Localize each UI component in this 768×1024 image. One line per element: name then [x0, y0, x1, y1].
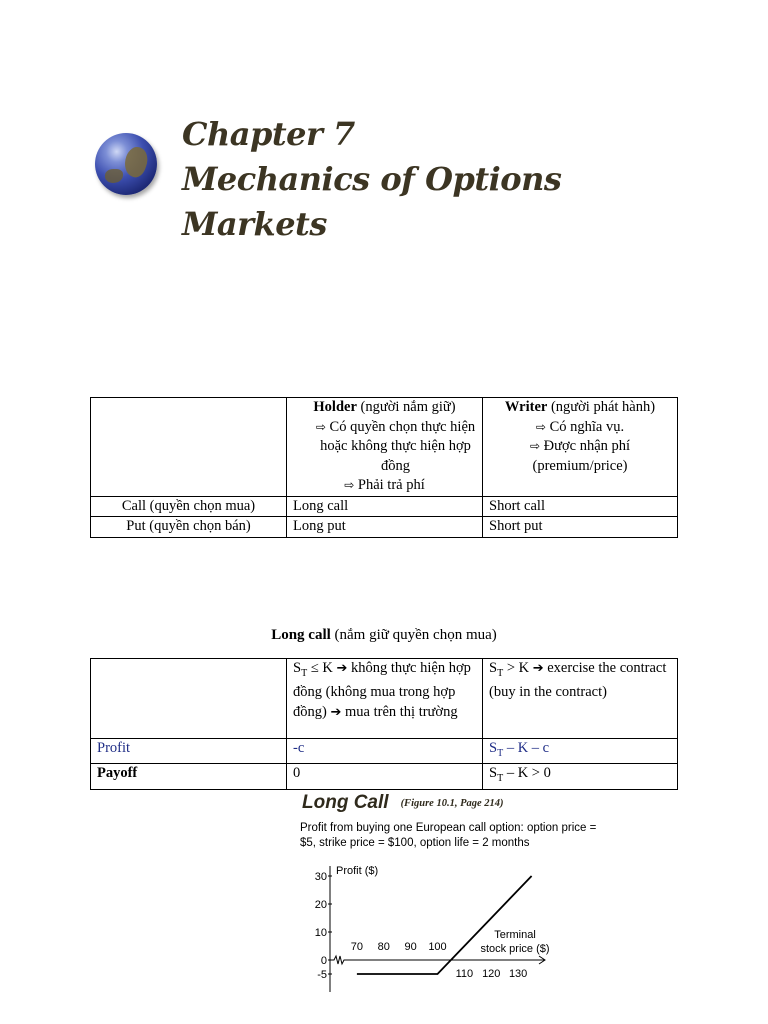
payoff-not-exercise: 0 — [287, 764, 483, 789]
writer-header-cell: Writer (người phát hành) ⇨ Có nghĩa vụ. ⇨ Được nhận phí (premium/price) — [483, 398, 678, 497]
y-tick-label: 20 — [314, 899, 327, 911]
table-cell: Short put — [483, 517, 678, 538]
table-cell: Long call — [287, 496, 483, 517]
profit-line — [357, 876, 532, 974]
long-call-table — [90, 658, 678, 790]
holder-bullet-2: Phải trả phí — [357, 477, 425, 493]
figure-description: Profit from buying one European call option: option price = $5, strike price = $100, option life = 2 months — [300, 822, 597, 849]
x-tick-label: 90 — [404, 941, 417, 953]
title-line-2: Mechanics of Options — [182, 160, 562, 198]
table-cell: Long put — [287, 517, 483, 538]
exercise-header: $S_T > K$ ➔ exercise the contract (buy in the contract) — [483, 659, 678, 739]
long-call-caption: Long call (nắm giữ quyền chọn mua) — [271, 627, 497, 643]
x-axis — [330, 956, 545, 964]
arrow-icon: ➔ — [330, 704, 342, 720]
long-call-chart — [290, 862, 560, 997]
x-axis-label: stock price ($) — [480, 943, 550, 955]
globe-icon — [95, 133, 157, 195]
payoff-exercise: $S_T - K > 0$ — [483, 764, 678, 789]
not-exercise-header: $S_T \le K$ ➔ không thực hiện hợp đồng (không mua trong hợp đồng) ➔ mua trên thị trường — [287, 659, 483, 739]
y-tick-label: 0 — [320, 955, 327, 967]
figure-reference: (Figure 10.1, Page 214) — [400, 798, 504, 809]
figure-title: Long Call (Figure 10.1, Page 214) — [302, 792, 504, 813]
arrow-icon: ➔ — [532, 661, 544, 676]
arrow-icon: ➔ — [336, 661, 348, 676]
chapter-title — [182, 112, 561, 247]
x-tick-label: 100 — [428, 941, 447, 953]
writer-label: Writer — [504, 399, 548, 415]
arrow-right-icon: ⇨ — [535, 419, 546, 434]
title-line-3: Markets — [182, 205, 327, 243]
profit-exercise: $S_T$ – K – c — [483, 739, 678, 764]
x-tick-label: 120 — [482, 968, 501, 980]
writer-bullet-1: Có nghĩa vụ. — [549, 418, 625, 435]
y-tick-label: -5 — [317, 969, 327, 981]
table-row-label: Call (quyền chọn mua) — [91, 496, 287, 517]
title-line-1: Chapter 7 — [182, 115, 355, 153]
x-axis-label: Terminal — [494, 929, 536, 941]
arrow-right-icon: ⇨ — [315, 419, 326, 434]
arrow-right-icon: ⇨ — [344, 478, 355, 492]
holder-header-cell: Holder (người nắm giữ) ⇨ Có quyền chọn thực hiện hoặc không thực hiện hợp đồng ⇨ Phải trả phí — [287, 398, 483, 497]
writer-bullet-2: Được nhận phí (premium/price) — [532, 438, 631, 474]
holder-writer-table — [90, 397, 678, 538]
holder-label: Holder — [313, 399, 357, 415]
y-axis-label: Profit ($) — [336, 865, 379, 877]
x-tick-label: 80 — [377, 941, 390, 953]
x-tick-label: 110 — [455, 968, 474, 980]
x-tick-label: 70 — [350, 941, 363, 953]
table-row-label: Put (quyền chọn bán) — [91, 517, 287, 538]
y-tick-label: 30 — [314, 871, 327, 883]
holder-bullet-1: Có quyền chọn thực hiện hoặc không thực hiện hợp đồng — [320, 418, 476, 474]
x-tick-label: 130 — [508, 968, 528, 980]
profit-not-exercise: -c — [287, 739, 483, 764]
payoff-label: Payoff — [91, 764, 287, 789]
profit-label: Profit — [91, 739, 287, 764]
arrow-right-icon: ⇨ — [529, 439, 541, 453]
empty-header-cell — [91, 398, 287, 497]
y-tick-label: 10 — [314, 927, 327, 939]
empty-header-cell — [91, 659, 287, 739]
table-cell: Short call — [483, 496, 678, 517]
